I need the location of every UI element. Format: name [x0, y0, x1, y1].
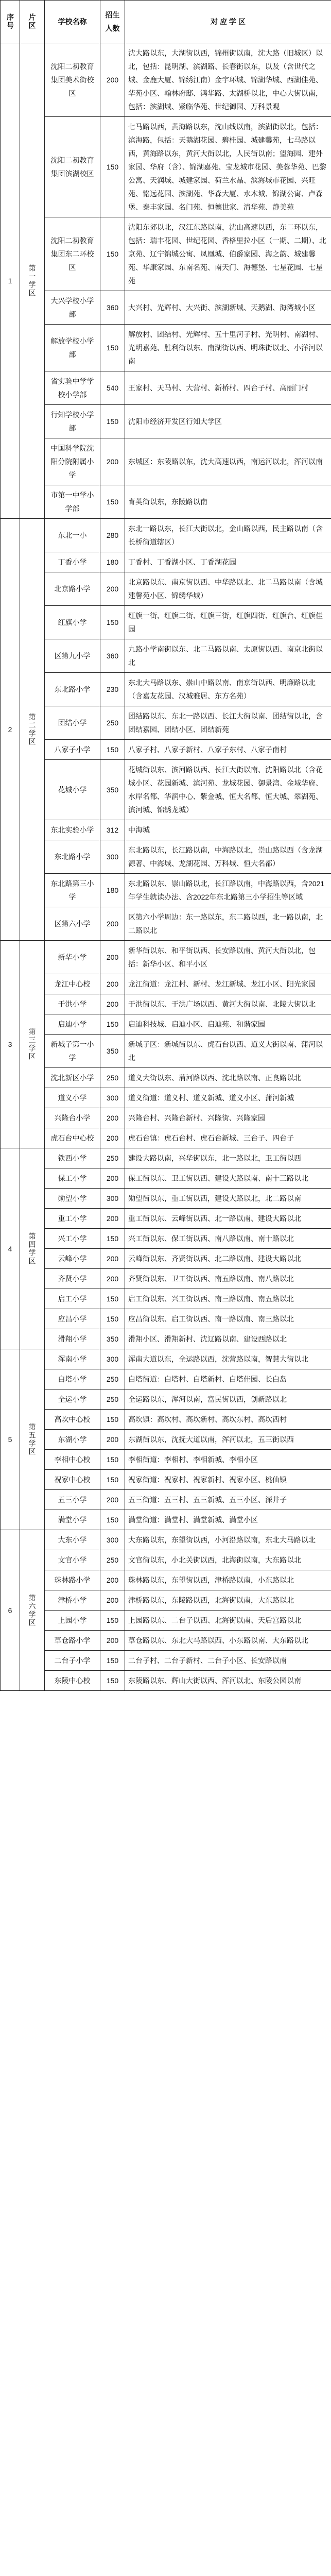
school-name: 北京路小学	[45, 572, 100, 606]
enrollment-count: 150	[100, 1671, 125, 1691]
table-row	[1, 519, 331, 552]
school-name: 高坎中心校	[45, 1410, 100, 1430]
school-name: 区第六小学	[45, 907, 100, 941]
district-area: 上园路以东、二台子以西、北海街以南、天后宫路以北	[125, 1611, 331, 1631]
school-name: 市第一中学小学部	[45, 485, 100, 519]
table-body	[1, 43, 331, 1691]
enrollment-count: 180	[100, 874, 125, 907]
table-row	[1, 291, 331, 325]
district-area: 兴工街以东、保工街以西、南八路以南、南十路以北	[125, 1229, 331, 1249]
enrollment-count: 280	[100, 519, 125, 552]
district-area: 东城区：东陵路以东，沈大高速以西，南运河以北，浑河以南	[125, 438, 331, 485]
zone-name-text: 第六学区	[28, 1594, 37, 1627]
district-area: 红旗一街、红旗二街、红旗三街，红旗四街、红旗台、红旗佳园	[125, 606, 331, 639]
enrollment-count: 250	[100, 1550, 125, 1570]
enrollment-count: 150	[100, 325, 125, 371]
zone-name-text: 第五学区	[28, 1423, 37, 1456]
district-area: 保工街以东、卫工街以西、建设大路以南、南十三路以北	[125, 1168, 331, 1189]
district-area: 珠林路以东，东望街以西，津桥路以南，小东路以北	[125, 1570, 331, 1590]
school-name: 新城子第一小学	[45, 1035, 100, 1068]
enrollment-count: 200	[100, 994, 125, 1014]
enrollment-count: 350	[100, 760, 125, 820]
enrollment-count: 150	[100, 1309, 125, 1329]
enrollment-count: 200	[100, 438, 125, 485]
school-name: 省实验中学学校小学部	[45, 371, 100, 405]
enrollment-count: 200	[100, 1128, 125, 1148]
district-area: 勋望街以东，重工街以西，建设大路以北，北二路以南	[125, 1189, 331, 1209]
enrollment-count: 150	[100, 1229, 125, 1249]
district-area: 沈阳市经济开发区行知大学区	[125, 405, 331, 438]
school-name: 保工小学	[45, 1168, 100, 1189]
enrollment-count: 200	[100, 572, 125, 606]
district-area: 育英街以东，东陵路以南	[125, 485, 331, 519]
district-area: 草仓路以东、东北大马路以西、小东路以南、大东路以北	[125, 1631, 331, 1651]
school-name: 滑翔小学	[45, 1329, 100, 1349]
district-area: 东北路以东，长江路以南，中海路以北，崇山路以西（含龙湖源著、中海城、龙湖花园、万科城、恒大名都）	[125, 840, 331, 874]
school-name: 虎石台中心校	[45, 1128, 100, 1148]
enrollment-count: 150	[100, 117, 125, 217]
table-row	[1, 1651, 331, 1671]
school-name: 全运小学	[45, 1389, 100, 1410]
school-name: 东湖小学	[45, 1430, 100, 1450]
enrollment-count: 360	[100, 291, 125, 325]
table-row	[1, 1410, 331, 1430]
enrollment-count: 200	[100, 1631, 125, 1651]
district-area: 花城街以东、滨河路以西、长江大街以南、沈阳路以北（含花城小区、花园新城、滨河苑、龙城花园、御景湾、金域华府、水岸名都、华润中心、紫金城、恒大名都、恒大城、翠湖苑、滨河城、锦绣龙城）	[125, 760, 331, 820]
header-area: 对 应 学 区	[125, 1, 331, 43]
table-row	[1, 1189, 331, 1209]
school-name: 东北路第三小学	[45, 874, 100, 907]
enrollment-count: 180	[100, 552, 125, 572]
school-name: 五三小学	[45, 1490, 100, 1510]
enrollment-count: 230	[100, 673, 125, 706]
enrollment-count: 250	[100, 1068, 125, 1088]
enrollment-count: 200	[100, 1168, 125, 1189]
zone-name-text: 第一学区	[28, 264, 37, 297]
school-name: 白塔小学	[45, 1369, 100, 1389]
enrollment-count: 200	[100, 1209, 125, 1229]
district-area: 王家村、天马村、大营村、新桥村、四台子村、高丽门村	[125, 371, 331, 405]
enrollment-count: 250	[100, 1389, 125, 1410]
table-row	[1, 1349, 331, 1369]
enrollment-count: 200	[100, 1490, 125, 1510]
enrollment-count: 200	[100, 1108, 125, 1128]
zone-number: 6	[1, 1530, 20, 1691]
header-school: 学校名称	[45, 1, 100, 43]
table-row	[1, 1148, 331, 1168]
district-area: 新华街以东、和平街以西、长安路以南、黄河大街以北，包括：新华小区、和平小区	[125, 941, 331, 974]
table-row	[1, 673, 331, 706]
school-name: 龙江中心校	[45, 974, 100, 994]
table-row	[1, 706, 331, 740]
header-count: 招生人数	[100, 1, 125, 43]
district-area: 中海城	[125, 820, 331, 840]
enrollment-count: 200	[100, 941, 125, 974]
district-area: 北京路以东、南京街以西、中华路以北、北二马路以南（含城建馨苑小区、锦绣华城）	[125, 572, 331, 606]
table-row	[1, 874, 331, 907]
district-area: 于洪街以东、于洪广场以西、黄河大街以南、北陵大街以北	[125, 994, 331, 1014]
school-name: 齐贤小学	[45, 1269, 100, 1289]
table-row	[1, 1014, 331, 1035]
school-name: 祝家中心校	[45, 1470, 100, 1490]
school-name: 兴隆台小学	[45, 1108, 100, 1128]
enrollment-count: 200	[100, 1269, 125, 1289]
enrollment-count: 150	[100, 217, 125, 291]
district-area: 文官街以东，小北关街以西，北海街以南，大东路以北	[125, 1550, 331, 1570]
table-row	[1, 117, 331, 217]
table-header	[1, 1, 331, 43]
district-area: 祝家街道：祝家村、祝家新村、祝家小区、桃仙镇	[125, 1470, 331, 1490]
zone-name-text: 第四学区	[28, 1232, 37, 1265]
enrollment-count: 200	[100, 1590, 125, 1611]
enrollment-count: 360	[100, 639, 125, 673]
table-row	[1, 1128, 331, 1148]
table-row	[1, 325, 331, 371]
enrollment-count: 150	[100, 1014, 125, 1035]
district-area: 沈阳东郊以北，汉江东路以南，沈山高速以西，东二环以东，包括：瑞丰花园、世纪花园、香格里拉小区（一期、二期）、北京苑、辽宁锦城公寓、凤凰城、伯爵家园、海之韵、城建馨苑、华康家园、东南名苑、南天门、海德堡、七星花园、七星苑	[125, 217, 331, 291]
school-name: 珠林路小学	[45, 1570, 100, 1590]
table-row	[1, 1550, 331, 1570]
zone-name	[20, 1530, 45, 1691]
school-name: 团结小学	[45, 706, 100, 740]
school-name: 花城小学	[45, 760, 100, 820]
district-area: 龙江街道：龙江村、新村、龙江新城、龙江小区、阳光家园	[125, 974, 331, 994]
school-name: 启迪小学	[45, 1014, 100, 1035]
school-name: 铁西小学	[45, 1148, 100, 1168]
enrollment-count: 200	[100, 974, 125, 994]
school-name: 区第九小学	[45, 639, 100, 673]
enrollment-count: 150	[100, 1289, 125, 1309]
school-name: 东北实验小学	[45, 820, 100, 840]
table-row	[1, 1249, 331, 1269]
school-name: 满堂小学	[45, 1510, 100, 1530]
zone-number: 2	[1, 519, 20, 941]
table-row	[1, 1329, 331, 1349]
school-name: 大兴学校小学部	[45, 291, 100, 325]
district-area: 大东路以东，东望街以西，小河沿路以南，东北大马路以北	[125, 1530, 331, 1550]
school-name: 津桥小学	[45, 1590, 100, 1611]
enrollment-count: 250	[100, 706, 125, 740]
district-area: 应昌街以东、启工街以西、南一路以南、南三路以北	[125, 1309, 331, 1329]
zone-name	[20, 519, 45, 941]
district-area: 齐贤街以东、卫工街以西、南五路以南、南八路以北	[125, 1269, 331, 1289]
school-name: 中国科学院沈阳分院附属小学	[45, 438, 100, 485]
table-row	[1, 1490, 331, 1510]
district-area: 道义街道：道义村、道义新城、道义小区、蒲河新城	[125, 1088, 331, 1108]
school-name: 二台子小学	[45, 1651, 100, 1671]
district-area: 满堂街道：满堂村、满堂新城、满堂小区	[125, 1510, 331, 1530]
school-name: 道义小学	[45, 1088, 100, 1108]
district-area: 五三街道：五三村、五三新城、五三小区、深井子	[125, 1490, 331, 1510]
table-row	[1, 217, 331, 291]
header-no: 序号	[1, 1, 20, 43]
district-area: 重工街以东、云峰街以西、北一路以南、建设大路以北	[125, 1209, 331, 1229]
table-row	[1, 1611, 331, 1631]
table-row	[1, 1088, 331, 1108]
enrollment-count: 300	[100, 1088, 125, 1108]
zone-name-text: 第三学区	[28, 1028, 37, 1061]
enrollment-count: 300	[100, 1349, 125, 1369]
district-area: 区第六小学周边：东一路以东，东二路以西，北一路以南，北二路以北	[125, 907, 331, 941]
school-name: 丁香小学	[45, 552, 100, 572]
table-row	[1, 405, 331, 438]
table-row	[1, 1389, 331, 1410]
table-row	[1, 1570, 331, 1590]
zone-number: 1	[1, 43, 20, 519]
enrollment-count: 350	[100, 1035, 125, 1068]
district-area: 丁香村、丁香湖小区、丁香湖花园	[125, 552, 331, 572]
district-area: 道义大街以东、蒲河路以西、沈北路以南、正良路以北	[125, 1068, 331, 1088]
district-area: 东陵路以东、辉山大街以西、浑河以北、东陵公园以南	[125, 1671, 331, 1691]
table-row	[1, 1631, 331, 1651]
table-row	[1, 572, 331, 606]
district-area: 八家子村、八家子新村、八家子东村、八家子南村	[125, 740, 331, 760]
district-area: 启工街以东、兴工街以西、南三路以南、南五路以北	[125, 1289, 331, 1309]
district-area: 虎石台镇：虎石台村、虎石台新城、三台子、四台子	[125, 1128, 331, 1148]
school-name: 云峰小学	[45, 1249, 100, 1269]
zone-name	[20, 1349, 45, 1530]
district-area: 七马路以西，黄海路以东，沈山线以南，滨湖街以北，包括：滨海路，包括：天鹅湖花园、碧桂园、城建馨苑，七马路以西，黄海路以东，黄河大街以北，人民街以南；望海园、建外家园、华府（含）、锦湖嘉苑、宝龙城市花园、美蓉华苑、巴黎公寓、天润城、城建家园、荷兰水晶、滨海城市花园、兴旺苑、铭远花园、滨湖苑、华森大厦、水木城、锦湖公寓、卢森堡、泰丰家园、名门苑、恒德世家、清华苑、静美苑	[125, 117, 331, 217]
table-row	[1, 820, 331, 840]
school-name: 兴工小学	[45, 1229, 100, 1249]
enrollment-count: 250	[100, 1148, 125, 1168]
table-row	[1, 1671, 331, 1691]
table-row	[1, 994, 331, 1014]
school-name: 重工小学	[45, 1209, 100, 1229]
district-area: 兴隆台村、兴隆台新村、兴隆街、兴隆家园	[125, 1108, 331, 1128]
table-row	[1, 1209, 331, 1229]
table-row	[1, 438, 331, 485]
district-area: 津桥路以东，东陵路以西，北海街以南，大东路以北	[125, 1590, 331, 1611]
table-row	[1, 1450, 331, 1470]
district-area: 白塔街道：白塔村、白塔新村、白塔佳园、长白岛	[125, 1369, 331, 1389]
table-row	[1, 1068, 331, 1088]
enrollment-count: 300	[100, 1530, 125, 1550]
zone-number: 3	[1, 941, 20, 1148]
enrollment-count: 150	[100, 606, 125, 639]
school-name: 东北一小	[45, 519, 100, 552]
district-area: 高坎镇：高坎村、高坎新村、高坎东村、高坎西村	[125, 1410, 331, 1430]
enrollment-count: 150	[100, 1510, 125, 1530]
district-area: 全运路以东，浑河以南，富民街以西，创新路以北	[125, 1389, 331, 1410]
school-name: 沈阳二初教育集团美术街校区	[45, 43, 100, 117]
table-row	[1, 1168, 331, 1189]
table-row	[1, 1590, 331, 1611]
enrollment-count: 150	[100, 1470, 125, 1490]
enrollment-count: 350	[100, 1329, 125, 1349]
enrollment-count: 150	[100, 1611, 125, 1631]
school-name: 大东小学	[45, 1530, 100, 1550]
district-area: 东北路以东、崇山路以北，长江路以南，中海路以西，含2021年学生就读办法、含2022年东北路第三小学招生等区域	[125, 874, 331, 907]
school-name: 上园小学	[45, 1611, 100, 1631]
district-area: 启迪科技城、启迪小区、启迪苑、和谐家园	[125, 1014, 331, 1035]
enrollment-count: 200	[100, 907, 125, 941]
school-name: 于洪小学	[45, 994, 100, 1014]
enrollment-count: 200	[100, 1249, 125, 1269]
table-row	[1, 1108, 331, 1128]
table-row	[1, 371, 331, 405]
table-row	[1, 43, 331, 117]
district-area: 新城子区：新城街以东、虎石台以西、道义大街以南、蒲河以北	[125, 1035, 331, 1068]
school-name: 草仓路小学	[45, 1631, 100, 1651]
table-row	[1, 974, 331, 994]
school-name: 新华小学	[45, 941, 100, 974]
school-name: 李相中心校	[45, 1450, 100, 1470]
school-name: 东北路小学	[45, 673, 100, 706]
table-row	[1, 639, 331, 673]
table-row	[1, 740, 331, 760]
district-area: 东湖街以东，沈抚大道以南，浑河以北，五三街以西	[125, 1430, 331, 1450]
table-row	[1, 1035, 331, 1068]
school-name: 八家子小学	[45, 740, 100, 760]
table-row	[1, 606, 331, 639]
district-area: 沈大路以东，大湖街以西，锦州街以南，沈大路（旧城区）以北，包括：昆明湖、滨湖路、长春街以东，以及（含世代之城、金鹿大厦、锦绣江南）金宇环城、锦湖华城、西湖佳苑、华苑小区、翰林府邸、鸿华路、太湖桥以北，中心大街以南，包括：滨湖城、紧临华苑、世纪御园、万科景观	[125, 43, 331, 117]
table-row	[1, 1309, 331, 1329]
enrollment-count: 200	[100, 1430, 125, 1450]
school-name: 行知学校小学部	[45, 405, 100, 438]
zone-name-text: 第二学区	[28, 713, 37, 746]
district-area: 九路小学南街以东、北二马路以南、太原街以西、南京北街以北	[125, 639, 331, 673]
table-row	[1, 1430, 331, 1450]
table-row	[1, 485, 331, 519]
table-row	[1, 760, 331, 820]
enrollment-count: 150	[100, 1410, 125, 1430]
school-name: 沈阳二初教育集团东二环校区	[45, 217, 100, 291]
enrollment-count: 150	[100, 405, 125, 438]
school-name: 东北路小学	[45, 840, 100, 874]
table-row	[1, 1470, 331, 1490]
enrollment-count: 150	[100, 485, 125, 519]
enrollment-count: 150	[100, 1450, 125, 1470]
district-area: 滑翔小区、滑翔新村、沈辽路以南、建设西路以北	[125, 1329, 331, 1349]
enrollment-count: 312	[100, 820, 125, 840]
school-name: 沈阳二初教育集团滨湖校区	[45, 117, 100, 217]
enrollment-count: 150	[100, 1651, 125, 1671]
table-row	[1, 1369, 331, 1389]
school-name: 启工小学	[45, 1289, 100, 1309]
school-name: 解放学校小学部	[45, 325, 100, 371]
district-area: 浑南大道以东，全运路以西，沈营路以南，智慧大街以北	[125, 1349, 331, 1369]
table-row	[1, 1530, 331, 1550]
school-name: 东陵中心校	[45, 1671, 100, 1691]
table-row	[1, 1510, 331, 1530]
enrollment-count: 150	[100, 740, 125, 760]
district-area: 二台子村、二台子新村、二台子小区、长安路以南	[125, 1651, 331, 1671]
district-area: 东北大马路以东、崇山中路以南、南京街以西、明廉路以北（含嘉友花园、汉城雅居、东方名苑）	[125, 673, 331, 706]
district-area: 云峰街以东、齐贤街以西、北二路以南、建设大路以北	[125, 1249, 331, 1269]
enrollment-count: 200	[100, 1570, 125, 1590]
zone-name	[20, 1148, 45, 1349]
school-name: 文官小学	[45, 1550, 100, 1570]
table-row	[1, 840, 331, 874]
district-area: 大兴村、光辉村、大兴街、滨湖新城、天鹅湖、海湾城小区	[125, 291, 331, 325]
table-row	[1, 1269, 331, 1289]
school-name: 沈北新区小学	[45, 1068, 100, 1088]
enrollment-count: 300	[100, 840, 125, 874]
zone-number: 4	[1, 1148, 20, 1349]
school-name: 应昌小学	[45, 1309, 100, 1329]
district-area: 李相街道：李相村、李相新城、李相小区	[125, 1450, 331, 1470]
enrollment-count: 200	[100, 43, 125, 117]
enrollment-count: 300	[100, 1189, 125, 1209]
header-row	[1, 1, 331, 43]
school-name: 浑南小学	[45, 1349, 100, 1369]
zone-name	[20, 941, 45, 1148]
zone-number: 5	[1, 1349, 20, 1530]
header-zone: 片区	[20, 1, 45, 43]
district-area: 东北一路以东，长江大街以北，金山路以西，民主路以南（含长桥街道辖区）	[125, 519, 331, 552]
table-row	[1, 1229, 331, 1249]
school-name: 红旗小学	[45, 606, 100, 639]
table-row	[1, 1289, 331, 1309]
district-area: 团结路以东、东北一路以西、长江大街以南、团结街以北，含团结嘉园、团结小区、团结新苑	[125, 706, 331, 740]
table-row	[1, 552, 331, 572]
enrollment-count: 250	[100, 1369, 125, 1389]
table-row	[1, 941, 331, 974]
district-area: 建设大路以南，兴华街以东，北一路以北，卫工街以西	[125, 1148, 331, 1168]
district-area: 解放村、团结村、光辉村、五十里河子村、光明村、南湖村、光明嘉苑、胜利街以东、南湖街以西、明珠街以北、小洋河以南	[125, 325, 331, 371]
zone-name	[20, 43, 45, 519]
school-name: 勋望小学	[45, 1189, 100, 1209]
table-row	[1, 907, 331, 941]
enrollment-count: 540	[100, 371, 125, 405]
